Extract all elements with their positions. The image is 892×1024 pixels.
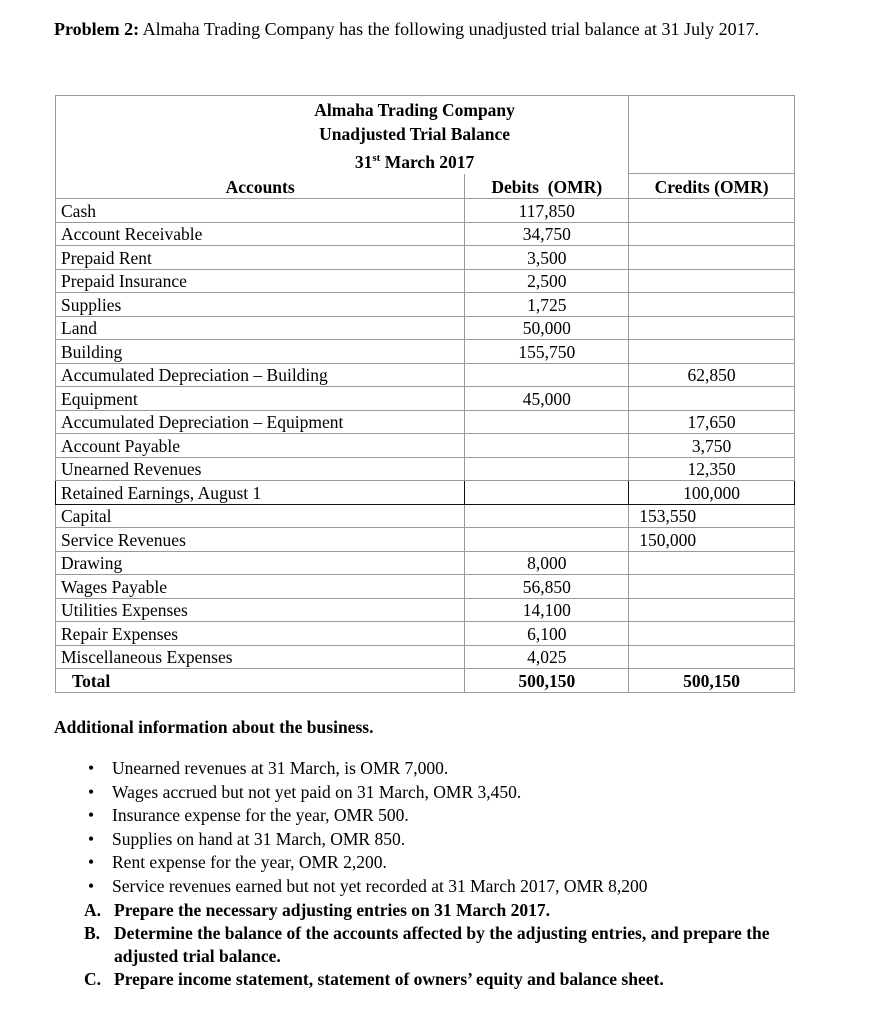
- table-row: [56, 598, 795, 622]
- bullet-icon: •: [88, 828, 95, 849]
- account-name-cell: Drawing: [56, 551, 465, 575]
- bullet-text: Supplies on hand at 31 March, OMR 850.: [112, 828, 406, 849]
- problem-statement: [54, 16, 794, 42]
- credit-cell: 150,000: [629, 528, 795, 552]
- bullet-icon: •: [88, 875, 95, 896]
- task-text: Determine the balance of the accounts affected by the adjusting entries, and prepare the adjusted trial balance.: [114, 923, 770, 966]
- credit-cell: [629, 622, 795, 646]
- account-name-cell: Account Receivable: [56, 222, 465, 246]
- table-row: [56, 575, 795, 599]
- credit-cell: [629, 246, 795, 270]
- bullet-text: Wages accrued but not yet paid on 31 March, OMR 3,450.: [112, 781, 522, 802]
- table-row: [56, 622, 795, 646]
- debit-cell: 117,850: [465, 199, 629, 223]
- table-title-empty-cell: [629, 96, 795, 174]
- debit-cell: 50,000: [465, 316, 629, 340]
- table-row: [56, 645, 795, 669]
- account-name-cell: Equipment: [56, 387, 465, 411]
- debit-cell: 155,750: [465, 340, 629, 364]
- credit-cell: 12,350: [629, 457, 795, 481]
- credit-cell: 100,000: [629, 481, 795, 505]
- debit-cell: 4,025: [465, 645, 629, 669]
- credit-cell: 3,750: [629, 434, 795, 458]
- account-name-cell: Account Payable: [56, 434, 465, 458]
- task-item: [84, 899, 814, 922]
- table-row: [56, 434, 795, 458]
- credit-cell: [629, 199, 795, 223]
- debit-cell: 14,100: [465, 598, 629, 622]
- debit-cell: 34,750: [465, 222, 629, 246]
- table-row: [56, 551, 795, 575]
- account-name-cell: Utilities Expenses: [56, 598, 465, 622]
- task-item: [84, 968, 814, 991]
- list-item: [88, 781, 648, 805]
- account-name-cell: Service Revenues: [56, 528, 465, 552]
- account-name-cell: Unearned Revenues: [56, 457, 465, 481]
- table-row: [56, 293, 795, 317]
- credit-cell: [629, 598, 795, 622]
- debit-cell: [465, 457, 629, 481]
- credit-cell: [629, 222, 795, 246]
- list-item: [88, 851, 648, 875]
- credit-cell: [629, 316, 795, 340]
- table-row: [56, 363, 795, 387]
- total-credit-cell: 500,150: [629, 669, 795, 693]
- company-name: Almaha Trading Company: [314, 100, 515, 120]
- credit-cell: 153,550: [629, 504, 795, 528]
- table-row: [56, 199, 795, 223]
- table-row: [56, 269, 795, 293]
- bullet-icon: •: [88, 758, 95, 778]
- date-day: 31: [354, 151, 373, 172]
- table-row: [56, 410, 795, 434]
- debit-cell: 6,100: [465, 622, 629, 646]
- table-row: [56, 457, 795, 481]
- problem-text: Almaha Trading Company has the following unadjusted trial balance at 31 July 2017.: [139, 19, 760, 39]
- bullet-text: Rent expense for the year, OMR 2,200.: [112, 852, 387, 872]
- debit-cell: 56,850: [465, 575, 629, 599]
- debit-cell: 1,725: [465, 293, 629, 317]
- account-name-cell: Prepaid Rent: [56, 246, 465, 270]
- credit-cell: 17,650: [629, 410, 795, 434]
- bullet-icon: •: [88, 805, 95, 825]
- account-name-cell: Cash: [56, 199, 465, 223]
- table-row: [56, 387, 795, 411]
- debit-cell: 45,000: [465, 387, 629, 411]
- task-marker: A.: [84, 900, 102, 920]
- table-row: [56, 246, 795, 270]
- table-row: [56, 340, 795, 364]
- credit-cell: [629, 645, 795, 669]
- list-item: [88, 828, 648, 852]
- debits-header: Debits (OMR): [465, 174, 629, 199]
- bullet-text: Unearned revenues at 31 March, is OMR 7,000.: [112, 758, 449, 778]
- credit-cell: [629, 269, 795, 293]
- task-text: Prepare the necessary adjusting entries on 31 March 2017.: [114, 900, 550, 920]
- account-name-cell: Accumulated Depreciation – Equipment: [56, 410, 465, 434]
- account-name-cell: Land: [56, 316, 465, 340]
- bullet-text: Service revenues earned but not yet recorded at 31 March 2017, OMR 8,200: [112, 875, 648, 896]
- account-name-cell: Capital: [56, 504, 465, 528]
- task-marker: C.: [84, 969, 102, 989]
- account-name-cell: Repair Expenses: [56, 622, 465, 646]
- trial-balance-title: Unadjusted Trial Balance: [319, 124, 511, 144]
- total-row: [56, 669, 795, 693]
- task-list: [84, 899, 814, 991]
- table-row: [56, 528, 795, 552]
- debit-cell: [465, 481, 629, 505]
- list-item: [88, 804, 648, 828]
- list-item: [88, 757, 648, 781]
- additional-info-heading: Additional information about the business.: [54, 717, 374, 737]
- table-row: [56, 504, 795, 528]
- credits-header: Credits (OMR): [629, 174, 795, 199]
- table-row: [56, 316, 795, 340]
- bullet-text: Insurance expense for the year, OMR 500.: [112, 805, 409, 825]
- bullet-icon: •: [88, 852, 95, 872]
- additional-info-list: [88, 757, 648, 898]
- debit-cell: [465, 504, 629, 528]
- table-row: [56, 222, 795, 246]
- credit-cell: [629, 575, 795, 599]
- credit-cell: [629, 293, 795, 317]
- task-marker: B.: [84, 923, 101, 943]
- problem-label: Problem 2:: [54, 19, 140, 39]
- debit-cell: 3,500: [465, 246, 629, 270]
- debit-cell: [465, 434, 629, 458]
- debit-cell: 8,000: [465, 551, 629, 575]
- debit-cell: [465, 410, 629, 434]
- trial-balance-date: [206, 146, 623, 174]
- credit-cell: [629, 551, 795, 575]
- task-text: Prepare income statement, statement of owners’ equity and balance sheet.: [114, 969, 664, 989]
- date-suffix: st: [372, 152, 381, 164]
- trial-balance-table: [55, 95, 795, 693]
- bullet-icon: •: [88, 781, 95, 802]
- list-item: [88, 875, 648, 899]
- account-name-cell: Supplies: [56, 293, 465, 317]
- account-name-cell: Retained Earnings, August 1: [56, 481, 465, 505]
- table-title-cell: [56, 96, 629, 174]
- debit-cell: [465, 528, 629, 552]
- accounts-header: Accounts: [56, 174, 465, 199]
- date-rest: March 2017: [380, 151, 475, 172]
- column-header-row: [56, 174, 795, 199]
- account-name-cell: Accumulated Depreciation – Building: [56, 363, 465, 387]
- account-name-cell: Wages Payable: [56, 575, 465, 599]
- credit-cell: 62,850: [629, 363, 795, 387]
- credit-cell: [629, 387, 795, 411]
- table-row: [56, 481, 795, 505]
- total-label-cell: Total: [56, 669, 465, 693]
- debit-cell: [465, 363, 629, 387]
- total-debit-cell: 500,150: [465, 669, 629, 693]
- debit-cell: 2,500: [465, 269, 629, 293]
- account-name-cell: Building: [56, 340, 465, 364]
- table-title-row: [56, 96, 795, 174]
- task-item: [84, 922, 814, 968]
- credit-cell: [629, 340, 795, 364]
- account-name-cell: Prepaid Insurance: [56, 269, 465, 293]
- account-name-cell: Miscellaneous Expenses: [56, 645, 465, 669]
